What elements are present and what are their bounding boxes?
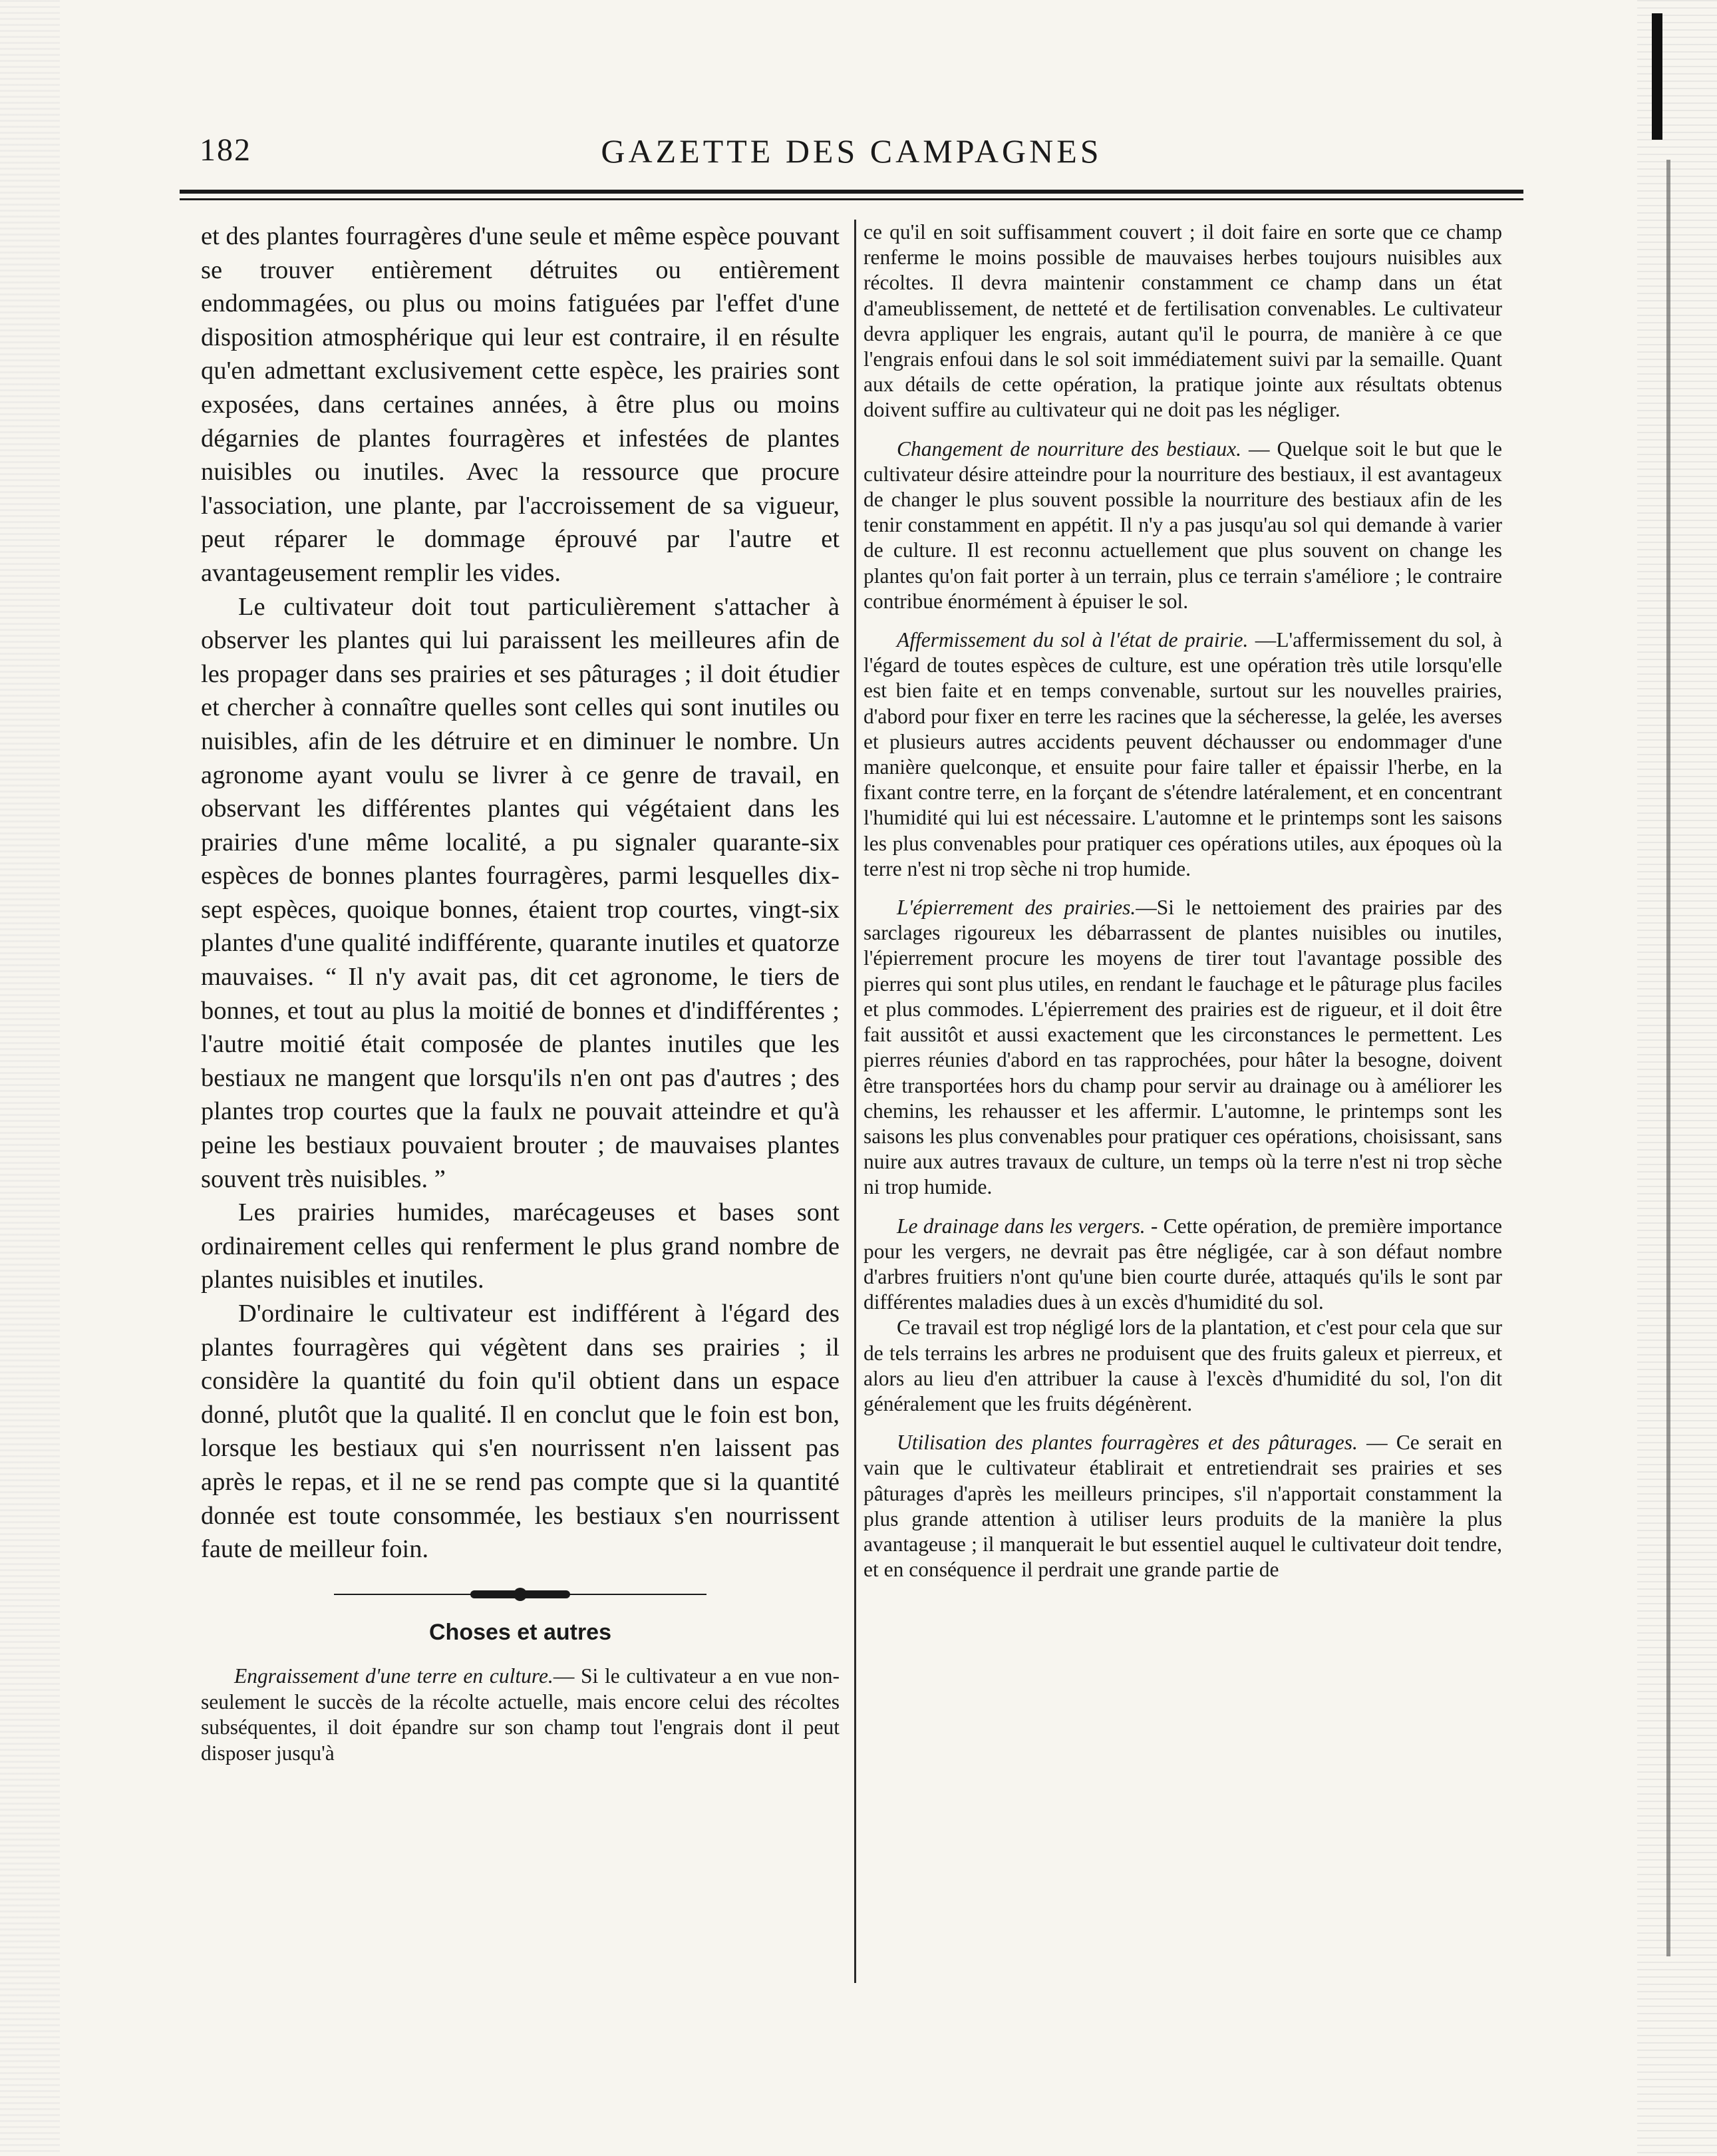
paragraph: Ce travail est trop négligé lors de la plantation, et c'est pour cela que sur de tels terrains les arbres ne produisent que des fruits galeux et pierreux, et alors au lieu d'en attribuer la cause à l'excès d'humidité du sol, l'on dit généralement que les fruits dégénèrent. bbox=[863, 1316, 1502, 1415]
article-text: — Si le cultivateur a en vue non-seulement le succès de la récolte actuelle, mais encore celui des récoltes subséquentes, il doit épandre sur son champ tout l'engrais dont il peut disposer jusqu'à bbox=[201, 1664, 840, 1765]
section-heading: Choses et autres bbox=[429, 1619, 611, 1645]
article-paragraph bbox=[863, 437, 1502, 614]
article-title: Affermissement du sol à l'état de prairie. bbox=[897, 628, 1249, 652]
section-ornament bbox=[334, 1586, 706, 1602]
paragraph: D'ordinaire le cultivateur est indifférent à l'égard des plantes fourragères qui végètent dans ses prairies ; il considère la quantité du foin qu'il obtient dans un espace donné, plutôt que la qualité. Il en conclut que le foin est bon, lorsque les bestiaux qui s'en nourrissent n'en laissent pas après le repas, et il ne se rend pas compte que si la quantité donnée est toute consommée, les bestiaux s'en nourrissent faute de meilleur foin. bbox=[201, 1300, 840, 1564]
page-header bbox=[200, 132, 1503, 185]
right-column bbox=[863, 220, 1502, 1582]
article-text: —Si le nettoiement des prairies par des sarclages rigoureux les débarrassent de plantes nuisibles ou inutiles, l'épierrement procure les moyens de tirer tout l'avantage possible des pierres qui sont plus utiles, en rendant le fauchage et le pâturage plus faciles et plus commodes. L'épierrement des prairies est de rigueur, et il doit être fait aussitôt et aussi exactement que les circonstances le permettent. Les pierres réunies d'abord en tas rapprochées, pour hâter la besogne, doivent être transportées hors du champ pour servir au drainage ou à améliorer les chemins, les rehausser et les affermir. L'automne, le printemps sont les saisons les plus convenables pour pratiquer ces opérations, choisissant, sans nuire aux autres travaux de culture, un temps où la terre n'est ni trop sèche ni trop humide. bbox=[863, 896, 1502, 1199]
article-title: Utilisation des plantes fourragères et des pâturages. bbox=[897, 1431, 1358, 1455]
article-text: — Quelque soit le but que le cultivateur désire atteindre pour la nourriture des bestiaux, il est avantageux de changer le plus souvent possible la nourriture des bestiaux afin de les tenir constamment en appétit. Il n'y a pas jusqu'au sol qui demande à varier de culture. Il est reconnu actuellement que plus souvent on change les plantes qu'on fait porter à un terrain, plus ce terrain s'améliore ; le contraire contribue énormément à épuiser le sol. bbox=[863, 437, 1502, 613]
article-title: L'épierrement des prairies. bbox=[897, 896, 1136, 920]
left-column bbox=[201, 220, 840, 1766]
article-paragraph bbox=[201, 1664, 840, 1766]
binding-mark bbox=[1652, 13, 1662, 140]
paragraph: Le cultivateur doit tout particulièrement s'attacher à observer les plantes qui lui paraissent les meilleures afin de les propager dans ses prairies et ses pâturages ; il doit étudier et chercher à connaître quelles sont celles qui sont inutiles ou nuisibles, afin de les détruire et en diminuer le nombre. Un agronome ayant voulu se livrer à ce genre de travail, en observant les différentes plantes qui végétaient dans les prairies d'une même localité, a pu signaler quarante-six espèces de bonnes plantes fourragères, parmi lesquelles dix-sept espèces, quoique bonnes, étaient trop courtes, vingt-six plantes d'une qualité indifférente, quarante inutiles et quatorze mauvaises. “ Il n'y avait pas, dit cet agronome, le tiers de bonnes, et tout au plus la moitié de bonnes et d'indifférentes ; l'autre moitié était composée de plantes inutiles que les bestiaux ne mangent que lorsqu'ils n'en ont pas d'autres ; des plantes trop courtes que la faulx ne pouvait atteindre et qu'à peine les bestiaux pouvaient brouter ; de mauvaises plantes souvent très nuisibles. ” bbox=[201, 592, 840, 1193]
article-paragraph bbox=[863, 895, 1502, 1200]
header-rule bbox=[180, 190, 1523, 194]
article-title: Changement de nourriture des bestiaux. bbox=[897, 437, 1241, 460]
article-paragraph bbox=[863, 628, 1502, 882]
article-text: - Cette opération, de première importance pour les vergers, ne devrait pas être négligée, car à son défaut nombre d'arbres fruitiers n'ont qu'une bien courte durée, attaqués qu'ils le sont par différentes maladies dues à un excès d'humidité du sol. bbox=[863, 1214, 1502, 1314]
header-rule-thin bbox=[180, 198, 1523, 200]
article-text: —L'affermissement du sol, à l'égard de toutes espèces de culture, est une opération très utile lorsqu'elle est bien faite et en temps convenable, surtout sur les nouvelles prairies, d'abord pour fixer en terre les racines que la sécheresse, la gelée, les averses et plusieurs autres accidents peuvent déchausser ou endommager d'une manière quelconque, et ensuite pour faire taller et épaissir l'herbe, en la fixant contre terre, en la forçant de s'étendre latéralement, et en concentrant l'humidité qui lui est nécessaire. L'automne et le printemps sont les saisons les plus convenables pour pratiquer ces opérations utiles, aux époques où la terre n'est ni trop sèche ni trop humide. bbox=[863, 628, 1503, 880]
scan-edge-left bbox=[0, 0, 60, 2156]
article-text: — Ce serait en vain que le cultivateur établirait et entretiendrait ses prairies et ses pâturages d'après les meilleurs principes, s'il n'apportait constamment la plus grande attention à utiliser leurs produits de la manière la plus avantageuse ; il manquerait le but essentiel auquel le cultivateur doit tendre, et en conséquence il perdrait une grande partie de bbox=[863, 1431, 1503, 1582]
page-number: 182 bbox=[200, 132, 251, 168]
paragraph: ce qu'il en soit suffisamment couvert ; il doit faire en sorte que ce champ renferme le moins possible de mauvaises herbes toujours nuisibles aux récoltes. Il devra maintenir constamment ce champ dans un état d'ameublissement, de netteté et de fertilisation convenables. Le cultivateur devra appliquer les engrais, autant qu'il le pourra, de manière à ce que l'engrais enfoui dans le sol soit immédiatement suivi par la semaille. Quant aux détails de cette opération, la pratique jointe aux résultats obtenus doivent suffire au cultivateur qui ne doit pas les négliger. bbox=[863, 220, 1502, 422]
article-title: Le drainage dans les vergers. bbox=[897, 1214, 1146, 1238]
paragraph: et des plantes fourragères d'une seule et même espèce pouvant se trouver entièrement détruites ou entièrement endommagées, ou plus ou moins fatiguées par l'effet d'une disposition atmosphérique qui leur est contraire, il en résulte qu'en admettant exclusivement cette espèce, les prairies sont exposées, dans certaines années, à être plus ou moins dégarnies de plantes fourragères et infestées de plantes nuisibles ou inutiles. Avec la ressource que procure l'association, une plante, par l'accroissement de sa vigueur, peut réparer le dommage éprouvé par l'autre et avantageusement remplir les vides. bbox=[201, 222, 840, 587]
column-divider bbox=[854, 220, 856, 1983]
article-title: Engraissement d'une terre en culture. bbox=[234, 1664, 553, 1688]
paragraph: Les prairies humides, marécageuses et bases sont ordinairement celles qui renferment le plus grand nombre de plantes nuisibles et inutiles. bbox=[201, 1198, 840, 1294]
journal-title: GAZETTE DES CAMPAGNES bbox=[601, 132, 1102, 170]
binding-line bbox=[1666, 160, 1670, 1956]
article-paragraph bbox=[863, 1214, 1502, 1316]
scan-edge-right bbox=[1637, 0, 1717, 2156]
article-paragraph bbox=[863, 1430, 1502, 1582]
